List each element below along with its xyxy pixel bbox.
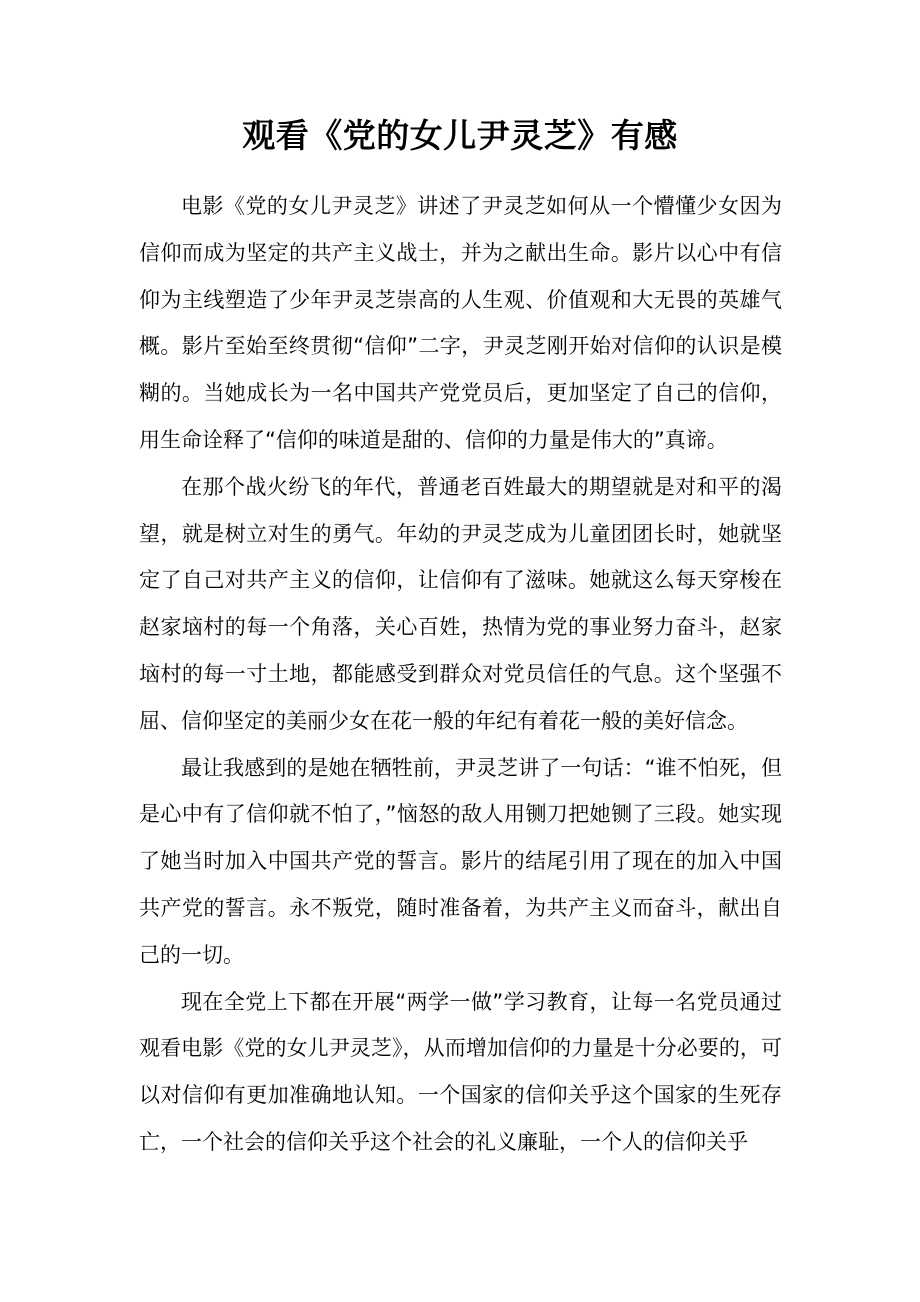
paragraph-1: 电影《党的女儿尹灵芝》讲述了尹灵芝如何从一个懵懂少女因为信仰而成为坚定的共产主义战士，并为之献出生命。影片以心中有信仰为主线塑造了少年尹灵芝崇高的人生观、价值观和大无畏的英雄气概。影片至始至终贯彻“信仰”二字，尹灵芝刚开始对信仰的认识是模糊的。当她成长为一名中国共产党党员后，更加坚定了自己的信仰，用生命诠释了“信仰的味道是甜的、信仰的力量是伟大的”真谛。 bbox=[139, 194, 782, 452]
document-body bbox=[139, 183, 782, 1166]
paragraph-2: 在那个战火纷飞的年代，普通老百姓最大的期望就是对和平的渴望，就是树立对生的勇气。年幼的尹灵芝成为儿童团团长时，她就坚定了自己对共产主义的信仰，让信仰有了滋味。她就这么每天穿梭在赵家垴村的每一个角落，关心百姓，热情为党的事业努力奋斗，赵家垴村的每一寸土地，都能感受到群众对党员信任的气息。这个坚强不屈、信仰坚定的美丽少女在花一般的年纪有着花一般的美好信念。 bbox=[139, 474, 782, 733]
paragraph-3: 最让我感到的是她在牺牲前，尹灵芝讲了一句话：“谁不怕死，但是心中有了信仰就不怕了，”恼怒的敌人用铡刀把她铡了三段。她实现了她当时加入中国共产党的誓言。影片的结尾引用了现在的加入中国共产党的誓言。永不叛党，随时准备着，为共产主义而奋斗，献出自己的一切。 bbox=[139, 755, 782, 967]
document-title: 观看《党的女儿尹灵芝》有感 bbox=[242, 116, 678, 155]
paragraph-4: 现在全党上下都在开展“两学一做”学习教育，让每一名党员通过观看电影《党的女儿尹灵芝》，从而增加信仰的力量是十分必要的，可以对信仰有更加准确地认知。一个国家的信仰关乎这个国家的生死存亡，一个社会的信仰关乎这个社会的礼义廉耻，一个人的信仰关乎 bbox=[139, 989, 782, 1154]
